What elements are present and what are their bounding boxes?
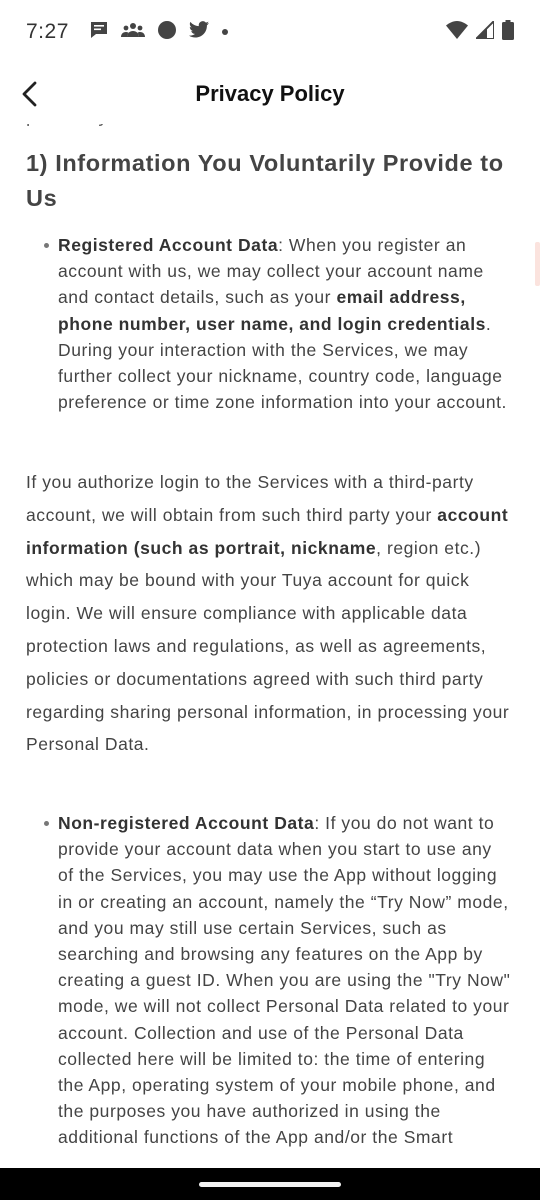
header-bar xyxy=(0,64,540,124)
back-button[interactable] xyxy=(12,76,48,112)
battery-icon xyxy=(502,20,514,45)
bullet-label: Non-registered Account Data xyxy=(58,813,315,833)
page-title: Privacy Policy xyxy=(195,81,345,106)
status-bar xyxy=(0,0,540,64)
bullet-label: Registered Account Data xyxy=(58,235,279,255)
system-icons xyxy=(446,20,514,45)
chevron-left-icon xyxy=(21,81,39,107)
policy-content[interactable] xyxy=(0,100,540,1168)
section-heading: 1) Information You Voluntarily Provide to Us xyxy=(26,150,504,211)
circle-icon xyxy=(157,20,177,45)
home-gesture-handle[interactable] xyxy=(199,1182,341,1187)
signal-icon xyxy=(476,21,494,44)
scroll-indicator[interactable] xyxy=(535,242,540,286)
paragraph-text-continued: , region etc.) which may be bound with your Tuya account for quick login. We will ensure compliance with applicable data protection laws and regulations, as well as agreements, policies or documentations agreed with such third party regarding sharing personal information, in processing your Personal Data. xyxy=(26,537,510,755)
bullet-text-continued: . During your interaction with the Services, we may further collect your nickname, country code, language preference or time zone information into your account. xyxy=(58,313,507,413)
group-icon xyxy=(121,22,145,43)
list-item-non-registered-account xyxy=(26,810,512,1151)
bullet-bold-text: email address, phone number, user name, and login credentials xyxy=(58,287,486,334)
notification-icons xyxy=(89,20,229,45)
twitter-icon xyxy=(189,21,209,43)
wifi-icon xyxy=(446,21,468,44)
message-icon xyxy=(89,21,109,44)
dot-icon xyxy=(221,23,229,41)
list-item-registered-account xyxy=(26,232,512,415)
bullet-text: : When you register an account with us, we may collect your account name and contact details, such as your xyxy=(58,235,484,308)
third-party-paragraph xyxy=(26,466,512,761)
gesture-nav-bar xyxy=(0,1168,540,1200)
paragraph-text: If you authorize login to the Services with a third-party account, we will obtain from such third party your xyxy=(26,472,474,525)
paragraph-bold-text: account information (such as portrait, nickname xyxy=(26,504,509,558)
status-time: 7:27 xyxy=(26,20,69,43)
bullet-text: : If you do not want to provide your account data when you start to use any of the Services, you may use the App without logging in or creating an account, namely the “Try Now” mode, and you may still use certain Services, such as searching and browsing any features on the App by creating a guest ID. When you are using the "Try Now" mode, we will not collect Personal Data related to your account. Collection and use of the Personal Data collected here will be limited to: the time of entering the App, operating system of your mobile phone, and the purposes you have authorized in using the additional functions of the App and/or the Smart xyxy=(58,813,511,1148)
